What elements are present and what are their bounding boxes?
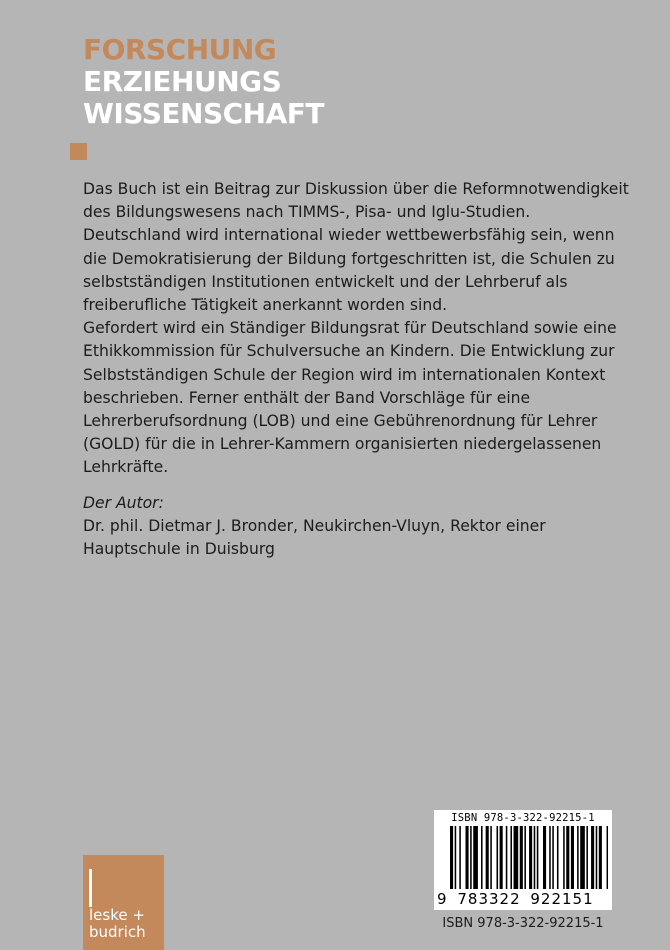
blurb-paragraph-2: Deutschland wird international wieder wettbewerbsfähig sein, wenn die Demokratisierung der Bildung fortgeschritten ist, die Schulen zu selbstständigen Institutionen entwickelt und der Lehrberuf als freiberufliche Tätigkeit anerkannt worden sind. — [83, 226, 615, 315]
barcode-bar — [514, 826, 519, 889]
barcode-bar — [599, 826, 602, 889]
barcode-bar — [455, 826, 457, 889]
barcode-bar — [557, 826, 559, 889]
barcode-bar — [524, 826, 526, 889]
barcode-bar — [510, 826, 512, 889]
barcode-bar — [497, 826, 499, 889]
barcode-bar — [529, 826, 532, 889]
barcode-bar — [473, 826, 478, 889]
barcode-bar — [577, 826, 579, 889]
back-cover-blurb — [83, 178, 643, 561]
barcode-bar — [607, 826, 608, 889]
barcode-bars — [450, 826, 608, 889]
logo-line-1: leske + — [89, 906, 145, 924]
blurb-paragraph-3: Gefordert wird ein Ständiger Bildungsrat für Deutschland sowie eine Ethikkommission für Schulversuche an Kindern. Die Entwicklung zur Selbstständigen Schule der Region wird im internationalen Kontext beschrieben. Ferner enthält der Band Vorschläge für eine Lehrerberufsordnung (LOB) und eine Gebührenordnung für Lehrer (GOLD) für die in Lehrer-Kammern organisierten niedergelassenen Lehrkräfte. — [83, 319, 617, 477]
series-title — [83, 34, 324, 130]
barcode-bar — [566, 826, 569, 889]
author-section — [83, 492, 643, 562]
publisher-logo — [83, 855, 164, 950]
barcode-bar — [490, 826, 492, 889]
barcode-bar — [537, 826, 539, 889]
barcode-bar — [466, 826, 469, 889]
logo-line-2: budrich — [89, 923, 146, 941]
accent-square — [70, 143, 87, 160]
barcode-bar — [450, 826, 453, 889]
barcode-bar — [486, 826, 489, 889]
barcode-bar — [596, 826, 598, 889]
isbn-barcode — [434, 810, 612, 910]
barcode-bar — [534, 826, 536, 889]
blurb-paragraph-1: Das Buch ist ein Beitrag zur Diskussion über die Reformnotwendigkeit des Bildungswesens nach TIMMS-, Pisa- und Iglu-Studien. — [83, 180, 629, 222]
barcode-bar — [563, 826, 565, 889]
barcode-bar — [459, 826, 461, 889]
barcode-bar — [552, 826, 554, 889]
isbn-text: ISBN 978-3-322-92215-1 — [442, 916, 604, 931]
author-heading: Der Autor: — [83, 493, 164, 512]
barcode-bar — [470, 826, 472, 889]
barcode-digits-right: 922151 — [530, 890, 594, 908]
barcode-bar — [549, 826, 551, 889]
barcode-bar — [506, 826, 508, 889]
barcode-bar — [586, 826, 588, 889]
author-text: Dr. phil. Dietmar J. Bronder, Neukirchen-Vluyn, Rektor einer Hauptschule in Duisburg — [83, 516, 546, 559]
barcode-bar — [481, 826, 483, 889]
barcode-bar — [500, 826, 503, 889]
barcode-bar — [591, 826, 594, 889]
series-line-erziehungs: ERZIEHUNGS — [83, 65, 282, 98]
barcode-first-digit: 9 — [437, 890, 447, 908]
barcode-bar — [543, 826, 546, 889]
barcode-digits-left: 783322 — [457, 890, 521, 908]
barcode-bar — [571, 826, 574, 889]
barcode-isbn-label: ISBN 978-3-322-92215-1 — [451, 812, 595, 824]
series-line-wissenschaft: WISSENSCHAFT — [83, 97, 324, 130]
logo-bar — [89, 869, 92, 907]
barcode-bar — [580, 826, 585, 889]
barcode-bar — [520, 826, 523, 889]
series-line-forschung: FORSCHUNG — [83, 33, 277, 66]
